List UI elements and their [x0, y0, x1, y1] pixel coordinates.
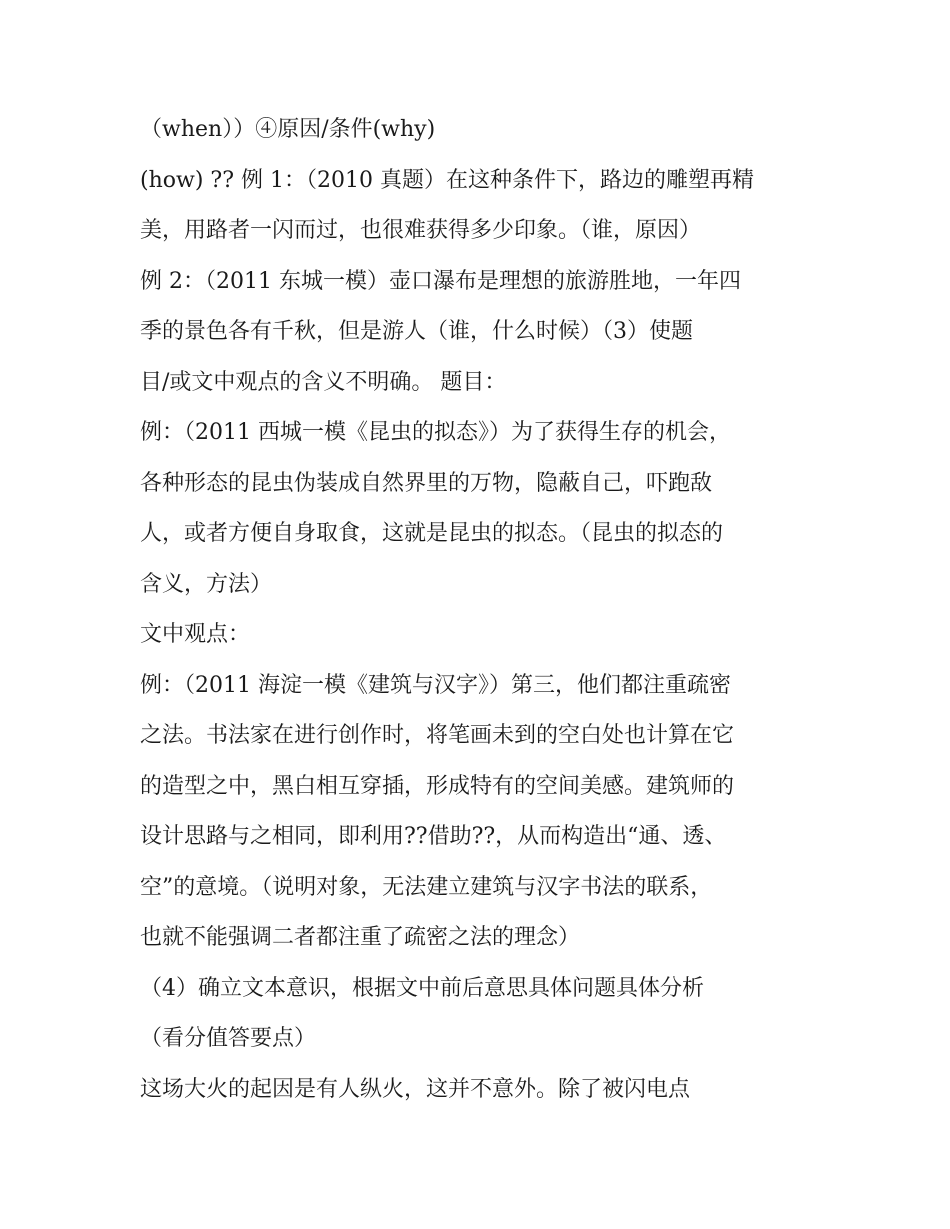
text-line: （4）确立文本意识，根据文中前后意思具体问题具体分析	[140, 976, 704, 1001]
text-line: 例：（2011 海淀一模《建筑与汉字》）第三，他们都注重疏密	[140, 673, 731, 698]
text-line: 这场大火的起因是有人纵火，这并不意外。除了被闪电点	[140, 1077, 691, 1102]
text-line: 设计思路与之相同，即利用??借助??，从而构造出“通、透、	[140, 824, 727, 849]
text-line: 例：（2011 西城一模《昆虫的拟态》）为了获得生存的机会，	[140, 420, 731, 445]
text-line: （看分值答要点）	[140, 1026, 317, 1051]
text-line: 空”的意境。（说明对象，无法建立建筑与汉字书法的联系，	[140, 875, 713, 900]
text-line: 的造型之中，黑白相互穿插，形成特有的空间美感。建筑师的	[140, 774, 735, 799]
text-line: （when））④原因/条件(why)	[140, 117, 436, 142]
text-line: 也就不能强调二者都注重了疏密之法的理念）	[140, 925, 581, 950]
text-line: 各种形态的昆虫伪装成自然界里的万物，隐蔽自己，吓跑敌	[140, 471, 713, 496]
text-line: 美，用路者一闪而过，也很难获得多少印象。（谁，原因）	[140, 218, 702, 243]
text-line: (how) ?? 例 1：（2010 真题）在这种条件下，路边的雕塑再精	[140, 168, 754, 193]
text-line: 季的景色各有千秋，但是游人（谁，什么时候）（3）使题	[140, 319, 693, 344]
text-line: 例 2：（2011 东城一模）壶口瀑布是理想的旅游胜地，一年四	[140, 269, 741, 294]
text-line: 人，或者方便自身取食，这就是昆虫的拟态。（昆虫的拟态的	[140, 521, 724, 546]
text-line: 目/或文中观点的含义不明确。 题目：	[140, 370, 507, 395]
text-line: 含义，方法）	[140, 572, 273, 597]
text-line: 之法。书法家在进行创作时，将笔画未到的空白处也计算在它	[140, 723, 735, 748]
text-line: 文中观点：	[140, 622, 251, 647]
